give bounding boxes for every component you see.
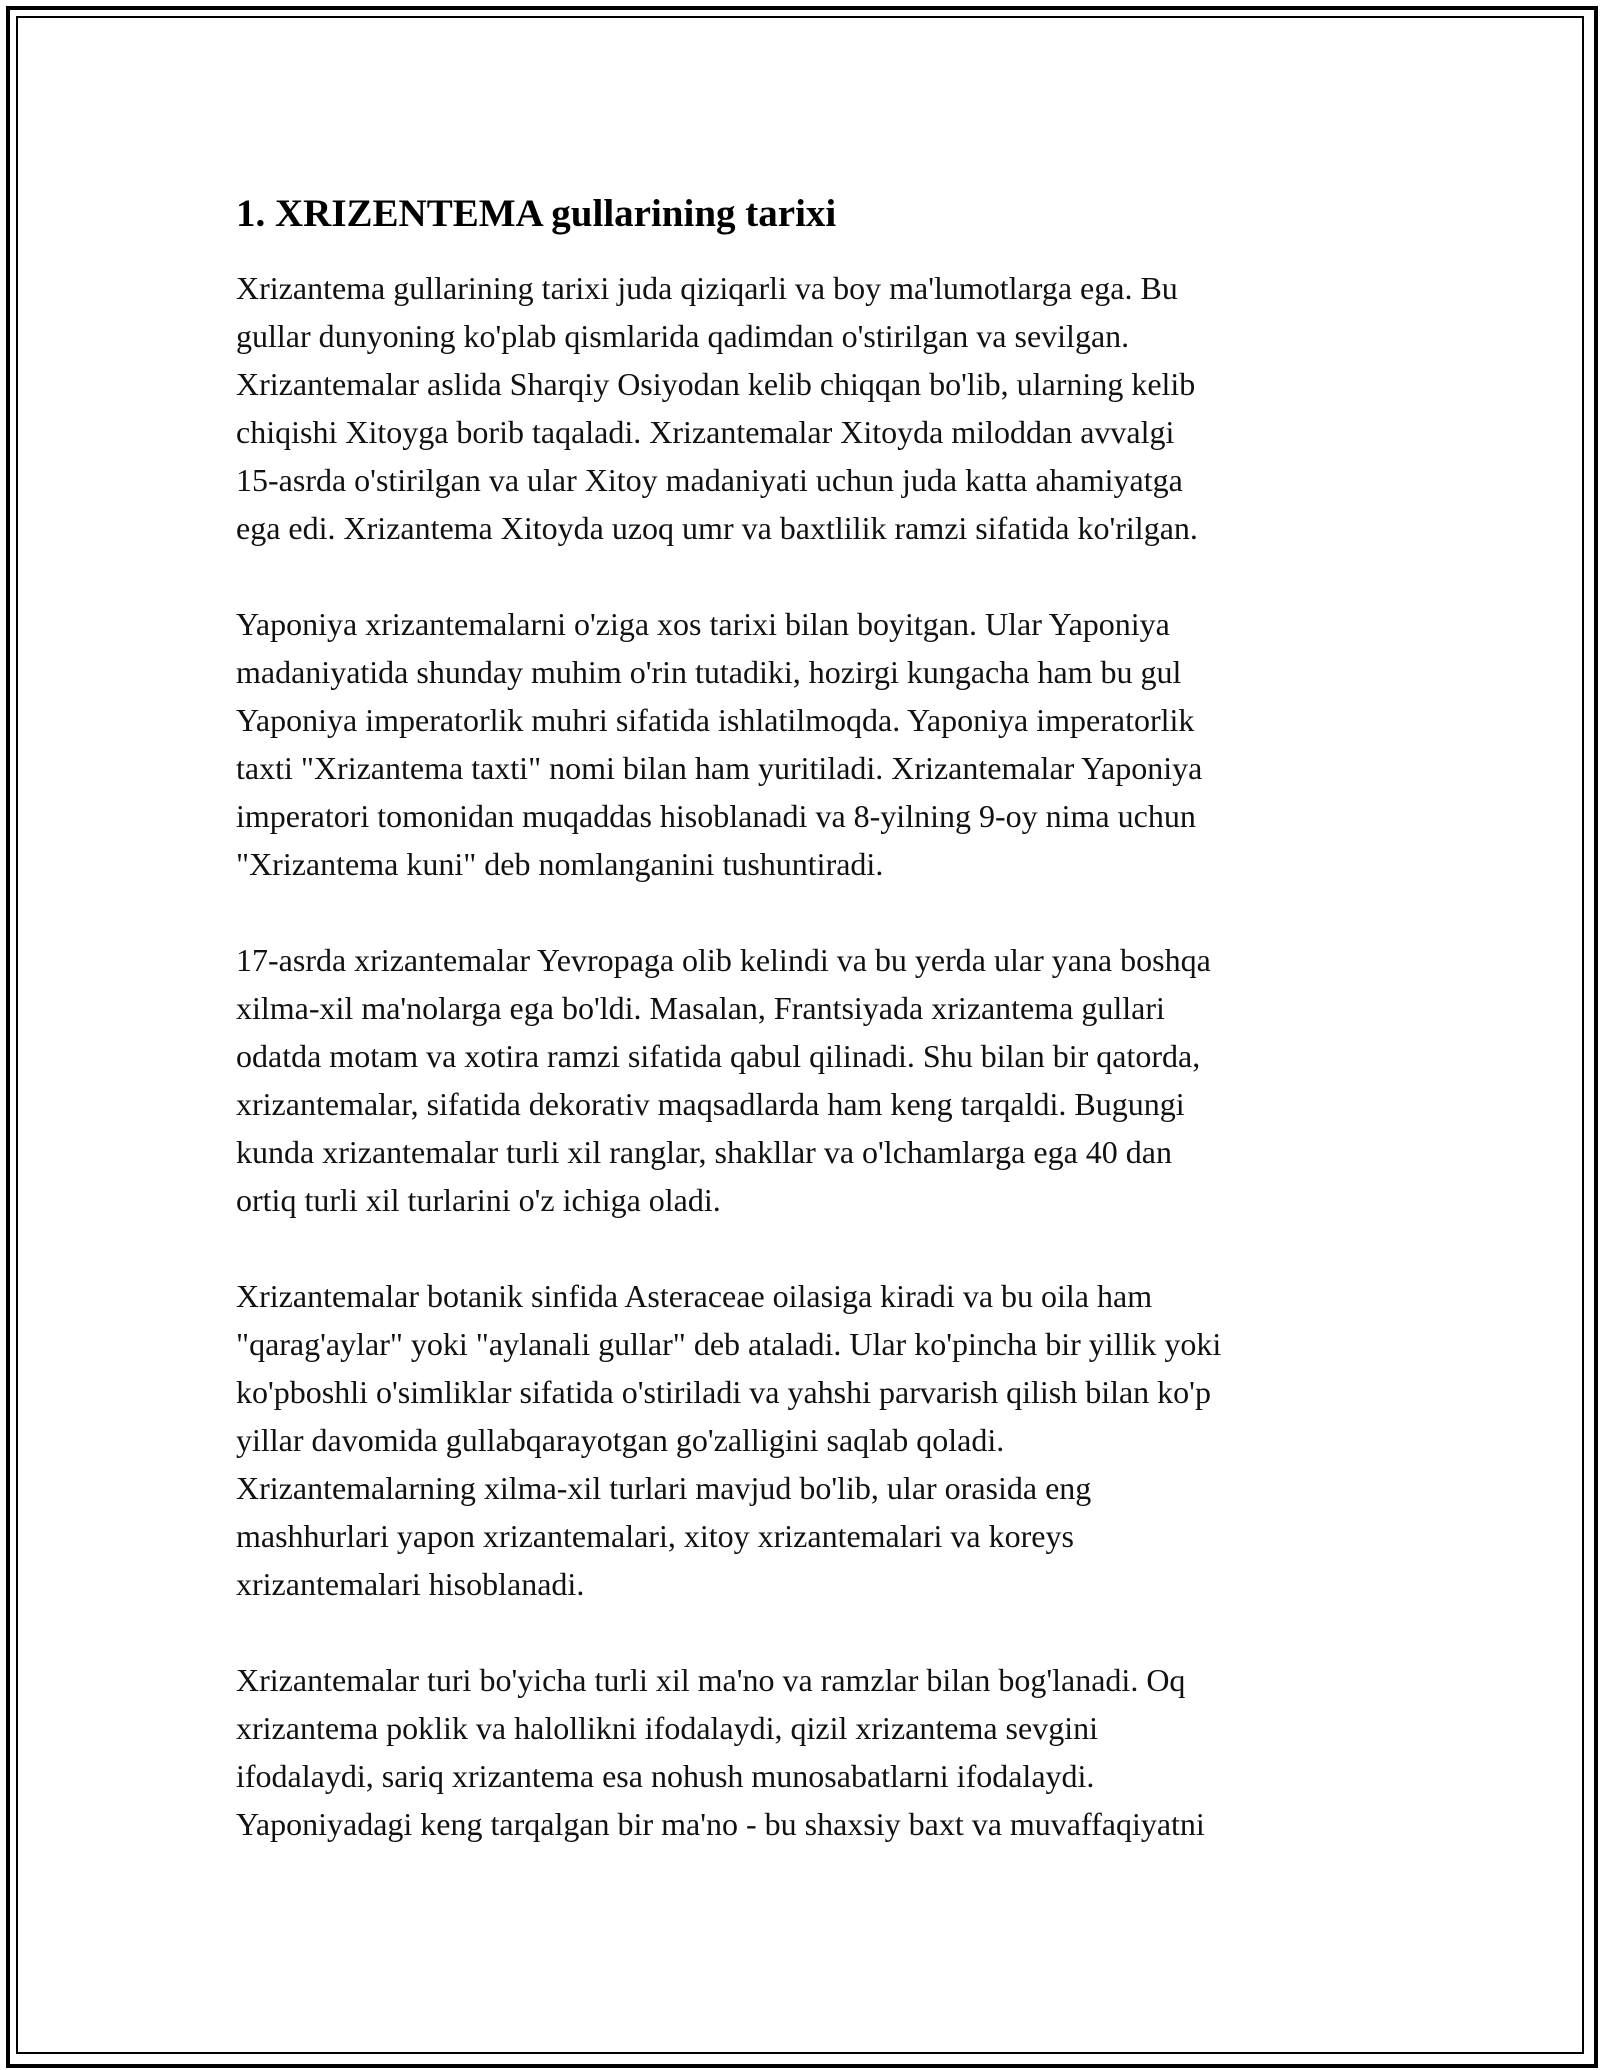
text-line: Xrizantemalar botanik sinfida Asteraceae oilasiga kiradi va bu oila ham [236,1278,1153,1314]
text-line: Yaponiya imperatorlik muhri sifatida ishlatilmoqda. Yaponiya imperatorlik [236,702,1195,738]
text-line: kunda xrizantemalar turli xil ranglar, shakllar va o'lchamlarga ega 40 dan [236,1134,1172,1170]
text-line: gullar dunyoning ko'plab qismlarida qadimdan o'stirilgan va sevilgan. [236,318,1130,354]
text-line: xilma-xil ma'nolarga ega bo'ldi. Masalan, Frantsiyada xrizantema gullari [236,990,1165,1026]
text-line: "Xrizantema kuni" deb nomlanganini tushuntiradi. [236,846,884,882]
text-line: imperatori tomonidan muqaddas hisoblanadi va 8-yilning 9-oy nima uchun [236,798,1196,834]
text-line: madaniyatida shunday muhim o'rin tutadiki, hozirgi kungacha ham bu gul [236,654,1182,690]
text-line: xrizantemalar, sifatida dekorativ maqsadlarda ham keng tarqaldi. Bugungi [236,1086,1185,1122]
text-line: odatda motam va xotira ramzi sifatida qabul qilinadi. Shu bilan bir qatorda, [236,1038,1201,1074]
paragraph [236,1272,1386,1608]
text-line: xrizantemalari hisoblanadi. [236,1566,585,1602]
paragraph-list [236,264,1386,1848]
text-line: xrizantema poklik va halollikni ifodalaydi, qizil xrizantema sevgini [236,1710,1098,1746]
text-line: Xrizantemalar turi bo'yicha turli xil ma'no va ramzlar bilan bog'lanadi. Oq [236,1662,1186,1698]
text-line: "qarag'aylar" yoki "aylanali gullar" deb ataladi. Ular ko'pincha bir yillik yoki [236,1326,1222,1362]
text-line: 15-asrda o'stirilgan va ular Xitoy madaniyati uchun juda katta ahamiyatga [236,462,1183,498]
text-line: Yaponiyadagi keng tarqalgan bir ma'no - bu shaxsiy baxt va muvaffaqiyatni [236,1806,1205,1842]
text-line: Yaponiya xrizantemalarni o'ziga xos tarixi bilan boyitgan. Ular Yaponiya [236,606,1170,642]
text-line: Xrizantemalar aslida Sharqiy Osiyodan kelib chiqqan bo'lib, ularning kelib [236,366,1196,402]
text-line: yillar davomida gullabqarayotgan go'zalligini saqlab qoladi. [236,1422,1005,1458]
paragraph [236,600,1386,888]
text-line: Xrizantemalarning xilma-xil turlari mavjud bo'lib, ular orasida eng [236,1470,1092,1506]
paragraph [236,936,1386,1224]
text-line: ko'pboshli o'simliklar sifatida o'stiriladi va yahshi parvarish qilish bilan ko'p [236,1374,1211,1410]
text-line: taxti "Xrizantema taxti" nomi bilan ham yuritiladi. Xrizantemalar Yaponiya [236,750,1203,786]
text-line: mashhurlari yapon xrizantemalari, xitoy xrizantemalari va koreys [236,1518,1074,1554]
paragraph [236,1656,1386,1848]
document-body [236,190,1386,1896]
text-line: Xrizantema gullarining tarixi juda qiziqarli va boy ma'lumotlarga ega. Bu [236,270,1178,306]
text-line: ega edi. Xrizantema Xitoyda uzoq umr va baxtlilik ramzi sifatida ko'rilgan. [236,510,1198,546]
paragraph [236,264,1386,552]
page-title: 1. XRIZENTEMA gullarining tarixi [236,192,837,235]
text-line: ortiq turli xil turlarini o'z ichiga oladi. [236,1182,721,1218]
text-line: 17-asrda xrizantemalar Yevropaga olib kelindi va bu yerda ular yana boshqa [236,942,1211,978]
text-line: chiqishi Xitoyga borib taqaladi. Xrizantemalar Xitoyda miloddan avvalgi [236,414,1175,450]
text-line: ifodalaydi, sariq xrizantema esa nohush munosabatlarni ifodalaydi. [236,1758,1095,1794]
